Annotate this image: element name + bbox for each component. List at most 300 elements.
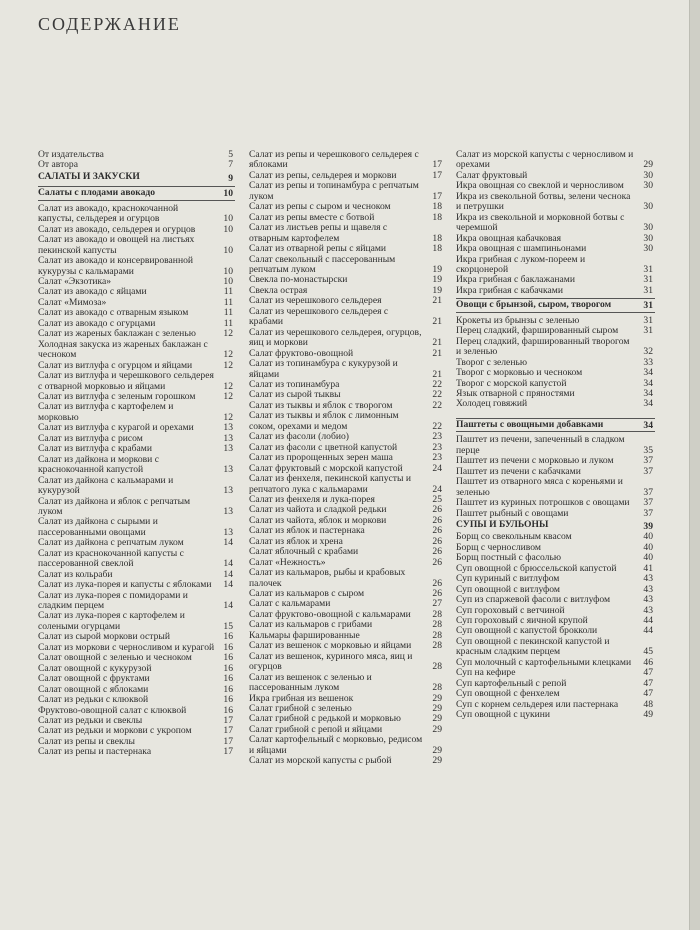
toc-page-number: 22	[432, 399, 442, 411]
toc-entry-title: Салат из кольраби	[38, 568, 113, 580]
toc-section-heading	[38, 171, 235, 184]
toc-entry-title: Салат овощной с яблоками	[38, 683, 149, 695]
toc-page-number: 9	[228, 172, 233, 184]
toc-page-number: 11	[223, 286, 233, 298]
toc-entry	[249, 223, 444, 244]
toc-entry-title: Язык отварной с пряностями	[456, 387, 575, 399]
toc-entry-title: Салат из лука-порея с картофелем и солеными огурцами	[38, 610, 185, 632]
toc-entry-title: Салат из морской капусты с рыбой	[249, 755, 392, 767]
toc-entry-title: Салат из лука-порея с помидорами и сладким перцем	[38, 589, 188, 612]
toc-page-number: 40	[643, 552, 653, 564]
toc-entry-title: Салаты с плодами авокадо	[38, 187, 156, 199]
toc-entry	[249, 673, 444, 694]
toc-entry-title: Свекла острая	[249, 284, 308, 296]
toc-entry-title: Суп из спаржевой фасоли с витлуфом	[456, 594, 611, 606]
toc-entry-title: Салат из авокадо с огурцами	[38, 317, 156, 329]
toc-entry-title: Паштет из печени с кабачками	[456, 465, 581, 477]
toc-entry	[38, 256, 235, 277]
toc-page-number: 26	[432, 577, 442, 589]
toc-page-number: 47	[643, 677, 653, 689]
toc-page-number: 13	[223, 432, 233, 444]
toc-page-number: 32	[643, 346, 653, 358]
toc-entry-title: Салат из топинамбура	[249, 378, 340, 390]
toc-page-number: 26	[432, 535, 442, 547]
toc-entry	[456, 637, 655, 658]
toc-entry-title: Салат из отварной репы с яйцами	[249, 243, 387, 255]
toc-entry	[249, 735, 444, 756]
toc-page-number: 16	[223, 662, 233, 674]
toc-page-number: 17	[223, 746, 233, 758]
toc-page-number: 13	[223, 505, 233, 517]
toc-entry-title: Салат из кальмаров, рыбы и крабовых палочек	[249, 567, 406, 589]
toc-page-number: 18	[432, 232, 442, 244]
toc-entry	[38, 160, 235, 170]
toc-entry	[249, 255, 444, 276]
toc-entry-title: Суп на кефире	[456, 667, 516, 679]
toc-entry-title: Салат из редьки с клюквой	[38, 694, 149, 706]
toc-subsection-heading	[38, 186, 235, 200]
toc-page-number: 45	[643, 646, 653, 658]
toc-entry-title: Салат из репы и топинамбура с репчатым луком	[249, 180, 419, 202]
toc-page-number: 11	[223, 296, 233, 308]
toc-entry	[456, 435, 655, 456]
toc-column-2	[249, 150, 444, 767]
toc-page-number: 44	[643, 615, 653, 627]
toc-page-number: 39	[643, 520, 653, 532]
toc-entry-title: Салат из авокадо с яйцами	[38, 286, 147, 298]
toc-entry-title: Салат «Нежность»	[249, 556, 326, 568]
toc-page-number: 26	[432, 504, 442, 516]
toc-entry-title: Салат из листьев репы и щавеля с отварным картофелем	[249, 222, 388, 244]
toc-page-number: 34	[643, 367, 653, 379]
toc-entry-title: Суп овощной с пекинской капустой и красным сладким перцем	[456, 635, 610, 658]
toc-entry-title: Салат из краснокочанной капусты с пассерованной свеклой	[38, 547, 184, 570]
toc-entry-title: Салат из фенхеля и лука-порея	[249, 493, 375, 505]
toc-entry-title: Паштеты с овощными добавками	[456, 418, 604, 430]
toc-page-number: 34	[643, 377, 653, 389]
toc-entry-title: Салат из морской капусты с черносливом и орехами	[456, 149, 634, 171]
toc-page-number: 25	[432, 493, 442, 505]
toc-entry-title: Салат из репы и пастернака	[38, 746, 152, 758]
toc-page-number: 7	[228, 159, 233, 171]
toc-entry	[38, 747, 235, 757]
toc-page-number: 26	[432, 514, 442, 526]
toc-page-number: 22	[432, 389, 442, 401]
toc-page-number: 16	[223, 673, 233, 685]
toc-entry-title: Салат грибной с репой и яйцами	[249, 723, 383, 735]
toc-entry-title: Суп овощной с капустой брокколи	[456, 625, 598, 637]
toc-entry-title: Овощи с брынзой, сыром, творогом	[456, 299, 612, 311]
toc-entry	[38, 204, 235, 225]
toc-page-number: 10	[223, 223, 233, 235]
toc-entry-title: Салат из репы и черешкового сельдерея с яблоками	[249, 149, 419, 171]
toc-entry-title: Салат фруктовый	[456, 169, 528, 181]
toc-entry-title: Суп молочный с картофельными клецками	[456, 656, 632, 668]
toc-page-number: 30	[643, 180, 653, 192]
toc-subsection-heading	[456, 418, 655, 432]
toc-page-number: 17	[432, 169, 442, 181]
toc-entry-title: Суп картофельный с репой	[456, 677, 567, 689]
toc-page-number: 24	[432, 462, 442, 474]
toc-entry	[38, 371, 235, 392]
toc-entry-title: Салат из фасоли (лобио)	[249, 431, 349, 443]
toc-entry-title: Паштет рыбный с овощами	[456, 507, 569, 519]
toc-page-number: 29	[432, 723, 442, 735]
toc-page-number: 37	[643, 465, 653, 477]
toc-entry-title: Салат из авокадо с отварным языком	[38, 307, 189, 319]
toc-page-number: 16	[223, 631, 233, 643]
toc-entry-title: Салат из яблок и хрена	[249, 535, 343, 547]
toc-entry	[456, 399, 655, 409]
toc-page-number: 41	[643, 562, 653, 574]
toc-entry-title: Кальмары фаршированные	[249, 629, 360, 641]
toc-entry-title: Салат грибной с редькой и морковью	[249, 713, 401, 725]
toc-page-number: 29	[432, 703, 442, 715]
toc-page-number: 43	[643, 583, 653, 595]
toc-page-number: 13	[223, 443, 233, 455]
toc-page-number: 34	[643, 387, 653, 399]
toc-entry-title: Салат картофельный с морковью, редисом и яйцами	[249, 734, 423, 756]
toc-entry-title: Суп гороховый с яичной крупой	[456, 615, 588, 627]
toc-entry-title: Салат из черешкового сельдерея с крабами	[249, 305, 389, 328]
toc-page-number: 23	[432, 431, 442, 443]
toc-page-number: 37	[643, 486, 653, 498]
toc-entry-title: Салат из витлуфа с крабами	[38, 443, 153, 455]
toc-entry-title: Салат из авокадо и овощей на листьях пекинской капусты	[38, 234, 195, 256]
toc-entry-title: Икра грибная с баклажанами	[456, 274, 575, 286]
toc-entry-title: Салат из репы с сыром и чесноком	[249, 201, 391, 213]
toc-page-number: 19	[432, 274, 442, 286]
toc-page-number: 5	[228, 149, 233, 160]
toc-entry-title: Салат из дайкона с кальмарами и кукурузой	[38, 474, 174, 497]
toc-entry-title: Салат фруктовый с морской капустой	[249, 462, 403, 474]
toc-page-number: 11	[223, 317, 233, 329]
toc-entry-title: Салат из репы, сельдерея и моркови	[249, 169, 397, 181]
toc-page-number: 16	[223, 641, 233, 653]
toc-page-number: 12	[223, 411, 233, 423]
toc-entry	[249, 756, 444, 766]
toc-page-number: 15	[223, 620, 233, 632]
toc-entry	[456, 150, 655, 171]
toc-entry-title: Икра грибная с кабачками	[456, 284, 563, 296]
toc-entry-title: Суп овощной с витлуфом	[456, 583, 560, 595]
toc-entry	[456, 192, 655, 213]
toc-page-number: 33	[643, 356, 653, 368]
toc-entry-title: Салат из тыквы и яблок с творогом	[249, 399, 393, 411]
toc-page-number: 10	[223, 188, 233, 200]
toc-page-number: 14	[223, 579, 233, 591]
toc-entry-title: Салат грибной с зеленью	[249, 703, 352, 715]
toc-entry-title: Борщ постный с фасолью	[456, 552, 562, 564]
toc-entry	[38, 455, 235, 476]
toc-entry-title: Салат из фасоли с цветной капустой	[249, 441, 398, 453]
toc-entry	[249, 568, 444, 589]
toc-page-number: 19	[432, 284, 442, 296]
toc-entry	[456, 255, 655, 276]
toc-page-number: 28	[432, 619, 442, 631]
toc-entry-title: Салат фруктово-овощной	[249, 347, 354, 359]
toc-entry-title: Салат из чайота, яблок и моркови	[249, 514, 387, 526]
toc-entry	[249, 411, 444, 432]
toc-entry-title: Салат из витлуфа и черешкового сельдерея с отварной морковью и яйцами	[38, 370, 214, 392]
toc-page-number: 14	[223, 537, 233, 549]
toc-entry-title: Салат из вешенок, куриного мяса, яиц и огурцов	[249, 650, 413, 673]
toc-page-number: 24	[432, 483, 442, 495]
toc-entry	[38, 549, 235, 570]
toc-entry-title: Паштет из печени, запеченный в сладком перце	[456, 434, 625, 456]
toc-page-number: 30	[643, 222, 653, 234]
toc-entry-title: От издательства	[38, 149, 104, 160]
toc-page-number: 22	[432, 378, 442, 390]
toc-page-number: 21	[432, 368, 442, 380]
toc-page-number: 16	[223, 694, 233, 706]
toc-page-number: 23	[432, 441, 442, 453]
toc-entry-title: Салат из авокадо и консервированной кукурузы с кальмарами	[38, 255, 194, 277]
toc-page-number: 10	[223, 244, 233, 256]
toc-page-number: 26	[432, 546, 442, 558]
toc-entry-title: Икра из свекольной ботвы, зелени чеснока и петрушки	[456, 190, 631, 213]
toc-entry-title: Салат из вешенок с зеленью и пассерованным луком	[249, 671, 372, 694]
toc-entry-title: Салат из сырой моркови острый	[38, 631, 170, 643]
toc-entry-title: Салат из жареных баклажан с зеленью	[38, 328, 196, 340]
toc-page-number: 27	[432, 598, 442, 610]
toc-entry-title: Борщ с черносливом	[456, 541, 541, 553]
toc-page-number: 13	[223, 422, 233, 434]
toc-page-number: 28	[432, 640, 442, 652]
toc-page-number: 28	[432, 608, 442, 620]
toc-entry-title: Икра овощная с шампиньонами	[456, 243, 587, 255]
toc-page-number: 37	[643, 507, 653, 519]
toc-entry	[38, 340, 235, 361]
toc-page-number: 17	[432, 190, 442, 202]
toc-entry-title: Салат «Экзотика»	[38, 275, 112, 287]
toc-page-number: 43	[643, 573, 653, 585]
toc-entry-title: Икра грибная с луком-пореем и скорцонерой	[456, 253, 586, 275]
toc-entry-title: Салат свекольный с пассерованным репчатым луком	[249, 253, 396, 275]
toc-page-number: 14	[223, 600, 233, 612]
toc-entry	[456, 477, 655, 498]
toc-entry	[38, 517, 235, 538]
toc-page-number: 28	[432, 629, 442, 641]
toc-entry-title: Салат из тыквы и яблок с лимонным соком, орехами и медом	[249, 410, 399, 432]
toc-page-number: 19	[432, 263, 442, 275]
toc-entry-title: Творог с морской капустой	[456, 377, 567, 389]
toc-entry-title: Салат из репы вместе с ботвой	[249, 211, 375, 223]
toc-page-number: 13	[223, 485, 233, 497]
toc-page-number: 48	[643, 698, 653, 710]
toc-page-number: 17	[223, 735, 233, 747]
toc-page-number: 43	[643, 594, 653, 606]
toc-page-number: 12	[223, 359, 233, 371]
toc-page-number: 12	[223, 328, 233, 340]
toc-entry-title: Салат овощной с зеленью и чесноком	[38, 652, 192, 664]
toc-page-number: 10	[223, 213, 233, 225]
toc-entry	[38, 402, 235, 423]
toc-page-number: 31	[643, 314, 653, 326]
toc-page-number: 16	[223, 652, 233, 664]
toc-entry-title: Салат из моркови с черносливом и курагой	[38, 641, 215, 653]
toc-entry-title: Салат «Мимоза»	[38, 296, 107, 308]
toc-entry-title: Творог с морковью и чесноком	[456, 367, 583, 379]
toc-entry-title: Суп овощной с фенхелем	[456, 688, 560, 700]
toc-entry-title: САЛАТЫ И ЗАКУСКИ	[38, 170, 140, 182]
toc-entry-title: Салат из витлуфа с картофелем и морковью	[38, 401, 174, 423]
toc-page-number: 47	[643, 667, 653, 679]
toc-entry	[249, 307, 444, 328]
toc-entry-title: Салат из дайкона и яблок с репчатым луком	[38, 495, 191, 517]
toc-page-number: 14	[223, 568, 233, 580]
toc-entry-title: Салат из фенхеля, пекинской капусты и репчатого лука с кальмарами	[249, 473, 411, 495]
toc-entry-title: Салат яблочный с крабами	[249, 546, 359, 558]
toc-entry	[38, 476, 235, 497]
toc-entry-title: Творог с зеленью	[456, 356, 527, 368]
toc-entry-title: Салат овощной с кукурузой	[38, 662, 152, 674]
toc-entry-title: Свекла по-монастырски	[249, 274, 348, 286]
toc-entry-title: Салат из дайкона с репчатым луком	[38, 537, 184, 549]
toc-entry-title: Салат из яблок и пастернака	[249, 525, 365, 537]
toc-entry-title: Салат из репы и свеклы	[38, 735, 135, 747]
toc-page-number: 30	[643, 201, 653, 213]
toc-entry-title: Суп овощной с брюссельской капустой	[456, 562, 617, 574]
toc-page-number: 12	[223, 390, 233, 402]
toc-entry-title: Икра овощная со свеклой и черносливом	[456, 180, 624, 192]
toc-page-number: 18	[432, 211, 442, 223]
toc-entry	[249, 150, 444, 171]
page-title: СОДЕРЖАНИЕ	[38, 14, 181, 34]
toc-page-number: 18	[432, 243, 442, 255]
toc-page-number: 10	[223, 265, 233, 277]
toc-page-number: 34	[643, 419, 653, 431]
toc-entry-title: Суп с корнем сельдерея или пастернака	[456, 698, 619, 710]
toc-page-number: 21	[432, 337, 442, 349]
toc-entry-title: Салат с кальмарами	[249, 598, 331, 610]
toc-entry-title: Салат из редьки и свеклы	[38, 715, 143, 727]
toc-page-number: 31	[643, 284, 653, 296]
toc-page-number: 23	[432, 452, 442, 464]
toc-page-number: 35	[643, 444, 653, 456]
toc-page-number: 47	[643, 688, 653, 700]
toc-entry-title: Салат из витлуфа с рисом	[38, 432, 143, 444]
toc-entry	[249, 652, 444, 673]
toc-column-3	[456, 150, 655, 721]
toc-page-number: 26	[432, 525, 442, 537]
toc-entry-title: Салат из пророщенных зерен маша	[249, 452, 393, 464]
toc-page-number: 30	[643, 169, 653, 181]
toc-page-number: 28	[432, 661, 442, 673]
toc-page-number: 16	[223, 683, 233, 695]
toc-page-number: 29	[432, 692, 442, 704]
toc-entry-title: Салат из дайкона с сырыми и пассерованными овощами	[38, 516, 158, 538]
toc-page-number: 40	[643, 531, 653, 543]
page-edge	[689, 0, 700, 930]
toc-entry-title: Фруктово-овощной салат с клюквой	[38, 704, 187, 716]
toc-entry-title: Крокеты из брынзы с зеленью	[456, 314, 580, 326]
toc-page-number: 30	[643, 243, 653, 255]
toc-entry	[456, 337, 655, 358]
toc-entry-title: Икра грибная из вешенок	[249, 692, 354, 704]
toc-entry-title: Суп куриный с витлуфом	[456, 573, 560, 585]
toc-page-number: 29	[432, 713, 442, 725]
toc-entry-title: Салат из сырой тыквы	[249, 389, 341, 401]
toc-page-number: 31	[643, 263, 653, 275]
toc-page-number: 12	[223, 380, 233, 392]
toc-page-number: 21	[432, 295, 442, 307]
toc-page-number: 17	[223, 715, 233, 727]
toc-page-number: 16	[223, 704, 233, 716]
toc-entry-title: Холодец говяжий	[456, 398, 528, 410]
toc-entry-title: Суп гороховый с ветчиной	[456, 604, 565, 616]
toc-page-number: 11	[223, 307, 233, 319]
toc-page-number: 12	[223, 349, 233, 361]
toc-entry	[38, 235, 235, 256]
toc-entry	[456, 286, 655, 296]
toc-subsection-heading	[456, 298, 655, 312]
toc-entry	[38, 611, 235, 632]
toc-column-1	[38, 150, 235, 758]
toc-page-number: 17	[223, 725, 233, 737]
toc-page-number: 22	[432, 420, 442, 432]
toc-page-number: 10	[223, 275, 233, 287]
toc-page-number: 13	[223, 464, 233, 476]
toc-entry-title: Икра из свекольной и морковной ботвы с черемшой	[456, 211, 625, 234]
toc-page-number: 31	[643, 325, 653, 337]
toc-page-number: 18	[432, 201, 442, 213]
toc-entry-title: Салат из кальмаров с грибами	[249, 619, 373, 631]
toc-page-number: 29	[432, 744, 442, 756]
toc-page-number: 44	[643, 625, 653, 637]
toc-page-number: 31	[643, 300, 653, 312]
toc-entry-title: Паштет из печени с морковью и луком	[456, 455, 614, 467]
toc-entry-title: Суп овощной с цукини	[456, 709, 551, 721]
toc-entry-title: Салат фруктово-овощной с кальмарами	[249, 608, 411, 620]
toc-entry	[456, 509, 655, 519]
toc-entry-title: Салат из дайкона и моркови с краснокочанной капустой	[38, 453, 159, 476]
toc-entry-title: Салат овощной с фруктами	[38, 673, 150, 685]
toc-entry-title: Салат из лука-порея и капусты с яблоками	[38, 579, 212, 591]
toc-page-number: 26	[432, 588, 442, 600]
toc-entry	[456, 710, 655, 720]
toc-page-number: 37	[643, 497, 653, 509]
toc-page-number: 29	[643, 159, 653, 171]
toc-entry	[249, 359, 444, 380]
toc-page-number: 26	[432, 556, 442, 568]
toc-entry-title: Салат из авокадо, сельдерея и огурцов	[38, 223, 196, 235]
toc-entry-title: Паштет из отварного мяса с кореньями и зеленью	[456, 476, 623, 498]
toc-entry-title: Борщ со свекольным квасом	[456, 531, 572, 543]
toc-spacer	[456, 410, 655, 416]
toc-page-number: 34	[643, 398, 653, 410]
toc-page-number: 40	[643, 541, 653, 553]
toc-entry-title: Салат из авокадо, краснокочанной капусты, сельдерея и огурцов	[38, 202, 179, 225]
toc-entry-title: Салат из кальмаров с сыром	[249, 588, 365, 600]
toc-entry-title: Салат из вешенок с морковью и яйцами	[249, 640, 412, 652]
toc-entry-title: Перец сладкий, фаршированный сыром	[456, 325, 619, 337]
toc-page-number: 46	[643, 656, 653, 668]
toc-entry-title: СУПЫ И БУЛЬОНЫ	[456, 518, 549, 530]
toc-entry-title: Салат из чайота и сладкой редьки	[249, 504, 387, 516]
toc-page-number: 31	[643, 274, 653, 286]
toc-entry	[249, 181, 444, 202]
toc-page-number: 21	[432, 347, 442, 359]
toc-entry-title: Салат из черешкового сельдерея	[249, 295, 382, 307]
toc-page-number: 49	[643, 709, 653, 721]
toc-page-number: 14	[223, 558, 233, 570]
toc-entry-title: Холодная закуска из жареных баклажан с чесноком	[38, 338, 208, 361]
toc-page-number: 17	[432, 159, 442, 171]
toc-page-number: 30	[643, 232, 653, 244]
toc-page-number: 13	[223, 526, 233, 538]
toc-entry-title: Салат из витлуфа с огурцом и яйцами	[38, 359, 193, 371]
